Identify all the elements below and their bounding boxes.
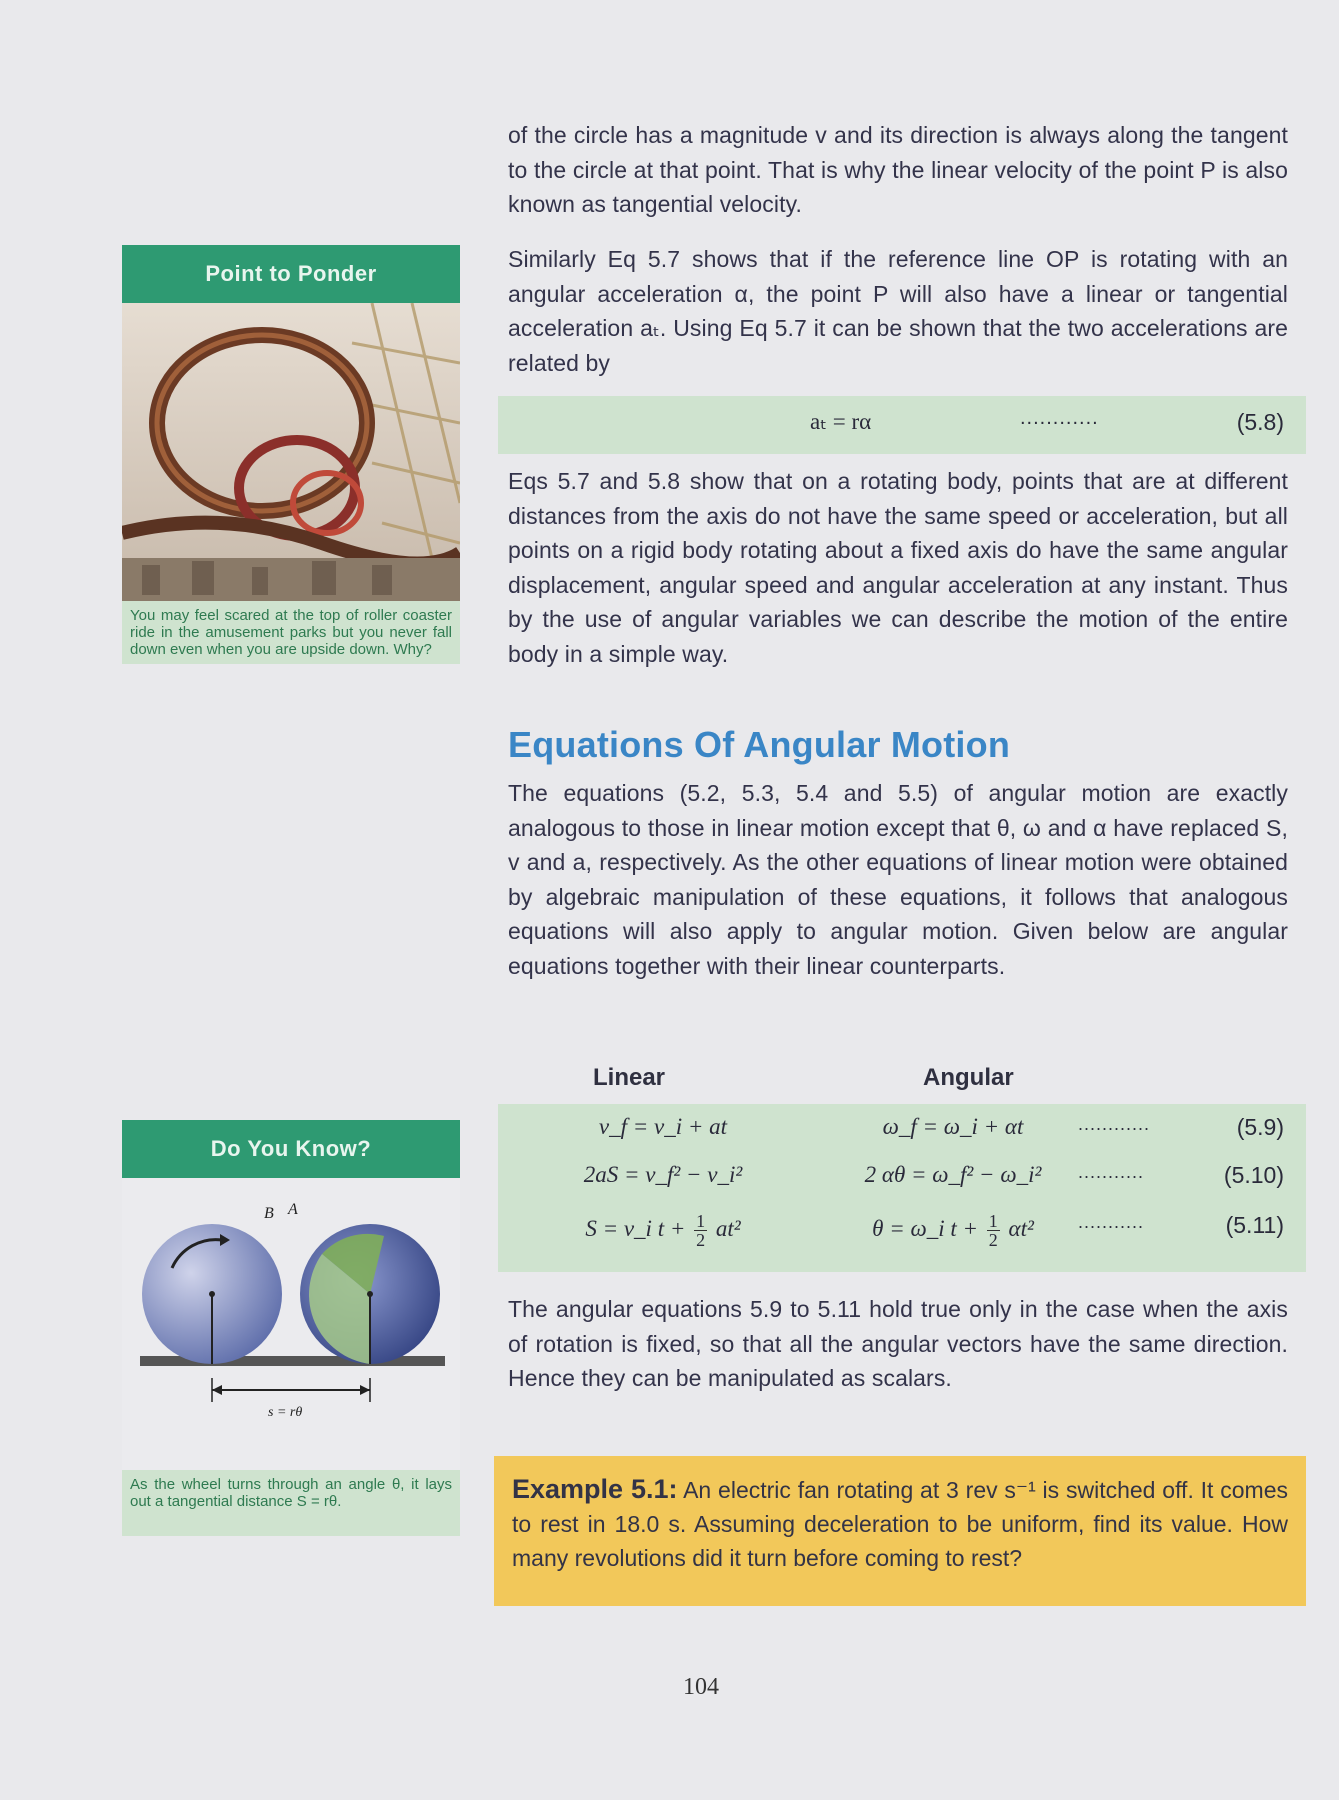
angular-equation: ω_f = ω_i + αt [882,1114,1024,1139]
column-header-linear: Linear [593,1064,666,1091]
fraction-denominator: 2 [696,1230,706,1250]
label-s: s = rθ [268,1405,303,1420]
equation-number: (5.10) [1223,1162,1284,1188]
roller-coaster-illustration [122,303,460,601]
equations-table [498,1104,1306,1272]
column-header-angular: Angular [923,1064,1014,1091]
linear-equation-part: S = v_i t + [585,1215,686,1241]
fraction-half [694,1212,707,1249]
example-text: An electric fan rotating at 3 rev s⁻¹ is switched off. It comes to rest in 18.0 s. Assuming deceleration to be uniform, find its value. How many revolutions did it turn before coming to rest? [512,1477,1289,1571]
equation-number: (5.11) [1225,1212,1284,1238]
point-to-ponder-title: Point to Ponder [122,245,460,303]
paragraph-analogous-equations: The equations (5.2, 5.3, 5.4 and 5.5) of angular motion are exactly analogous to those in linear motion except that θ, ω and α have replaced S, v and a, respectively. As the other equations of linear motion were obtained by algebraic manipulation of these equations, it follows that analogous equations will also apply to angular motion. Given below are angular equations together with their linear counterparts. [508,780,1288,979]
linear-equation [538,1212,788,1249]
equation-number: (5.9) [1236,1114,1284,1140]
equation-dots: ........... [1078,1162,1145,1182]
example-label: Example 5.1: [512,1474,678,1504]
fraction-denominator: 2 [988,1230,998,1250]
equation-row [498,1162,1306,1206]
point-to-ponder-box [122,245,460,664]
fraction-numerator: 1 [988,1211,998,1231]
linear-equation: 2aS = v_f² − v_i² [583,1162,743,1187]
equation-5-8: aₜ = rα [810,409,872,434]
do-you-know-title: Do You Know? [122,1120,460,1178]
angular-equation: 2 αθ = ω_f² − ω_i² [864,1162,1042,1187]
angular-equation [828,1212,1078,1249]
equation-5-8-box [498,396,1306,454]
equation-dots: ............ [1078,1114,1151,1134]
page-number: 104 [683,1674,719,1700]
rolling-wheel-diagram [122,1178,460,1470]
angular-equation-part: θ = ω_i t + [872,1215,978,1241]
equation-row [498,1212,1306,1256]
wheel-illustration [122,1178,460,1470]
roller-coaster-image [122,303,460,601]
paragraph-tangential-velocity: of the circle has a magnitude v and its direction is always along the tangent to the circle at that point. That is why the linear velocity of the point P is also known as tangential velocity. [508,122,1288,217]
point-to-ponder-caption: You may feel scared at the top of roller coaster ride in the amusement parks but you never fall down even when you are upside down. Why? [122,601,460,664]
linear-equation: v_f = v_i + at [598,1114,728,1139]
linear-equation-part: at² [715,1215,741,1241]
equation-number: (5.8) [1236,409,1284,435]
equation-dots: ............ [1020,407,1099,429]
paragraph-fixed-axis: The angular equations 5.9 to 5.11 hold true only in the case when the axis of rotation is fixed, so that all the angular vectors have the same direction. Hence they can be manipulated as scalars. [508,1296,1288,1391]
example-5-1 [512,1472,1288,1575]
angular-equation-part: αt² [1008,1215,1034,1241]
paragraph-tangential-acceleration: Similarly Eq 5.7 shows that if the reference line OP is rotating with an angular acceleration α, the point P will also have a linear or tangential acceleration aₜ. Using Eq 5.7 it can be shown that the two accelerations are related by [508,246,1288,376]
do-you-know-box [122,1120,460,1536]
paragraph-rigid-body: Eqs 5.7 and 5.8 show that on a rotating body, points that are at different distances from the axis do not have the same speed or acceleration, but all points on a rigid body rotating about a fixed axis do have the same angular displacement, angular speed and angular acceleration at any instant. Thus by the use of angular variables we can describe the motion of the entire body in a simple way. [508,468,1288,667]
do-you-know-caption: As the wheel turns through an angle θ, it lays out a tangential distance S = rθ. [122,1470,460,1536]
label-b: B [264,1205,274,1222]
example-5-1-box [494,1456,1306,1606]
label-a: A [288,1201,298,1218]
equation-row [498,1114,1306,1158]
fraction-half [987,1212,1000,1249]
section-heading: Equations Of Angular Motion [508,724,1011,765]
equation-dots: ........... [1078,1212,1145,1232]
fraction-numerator: 1 [696,1211,706,1231]
